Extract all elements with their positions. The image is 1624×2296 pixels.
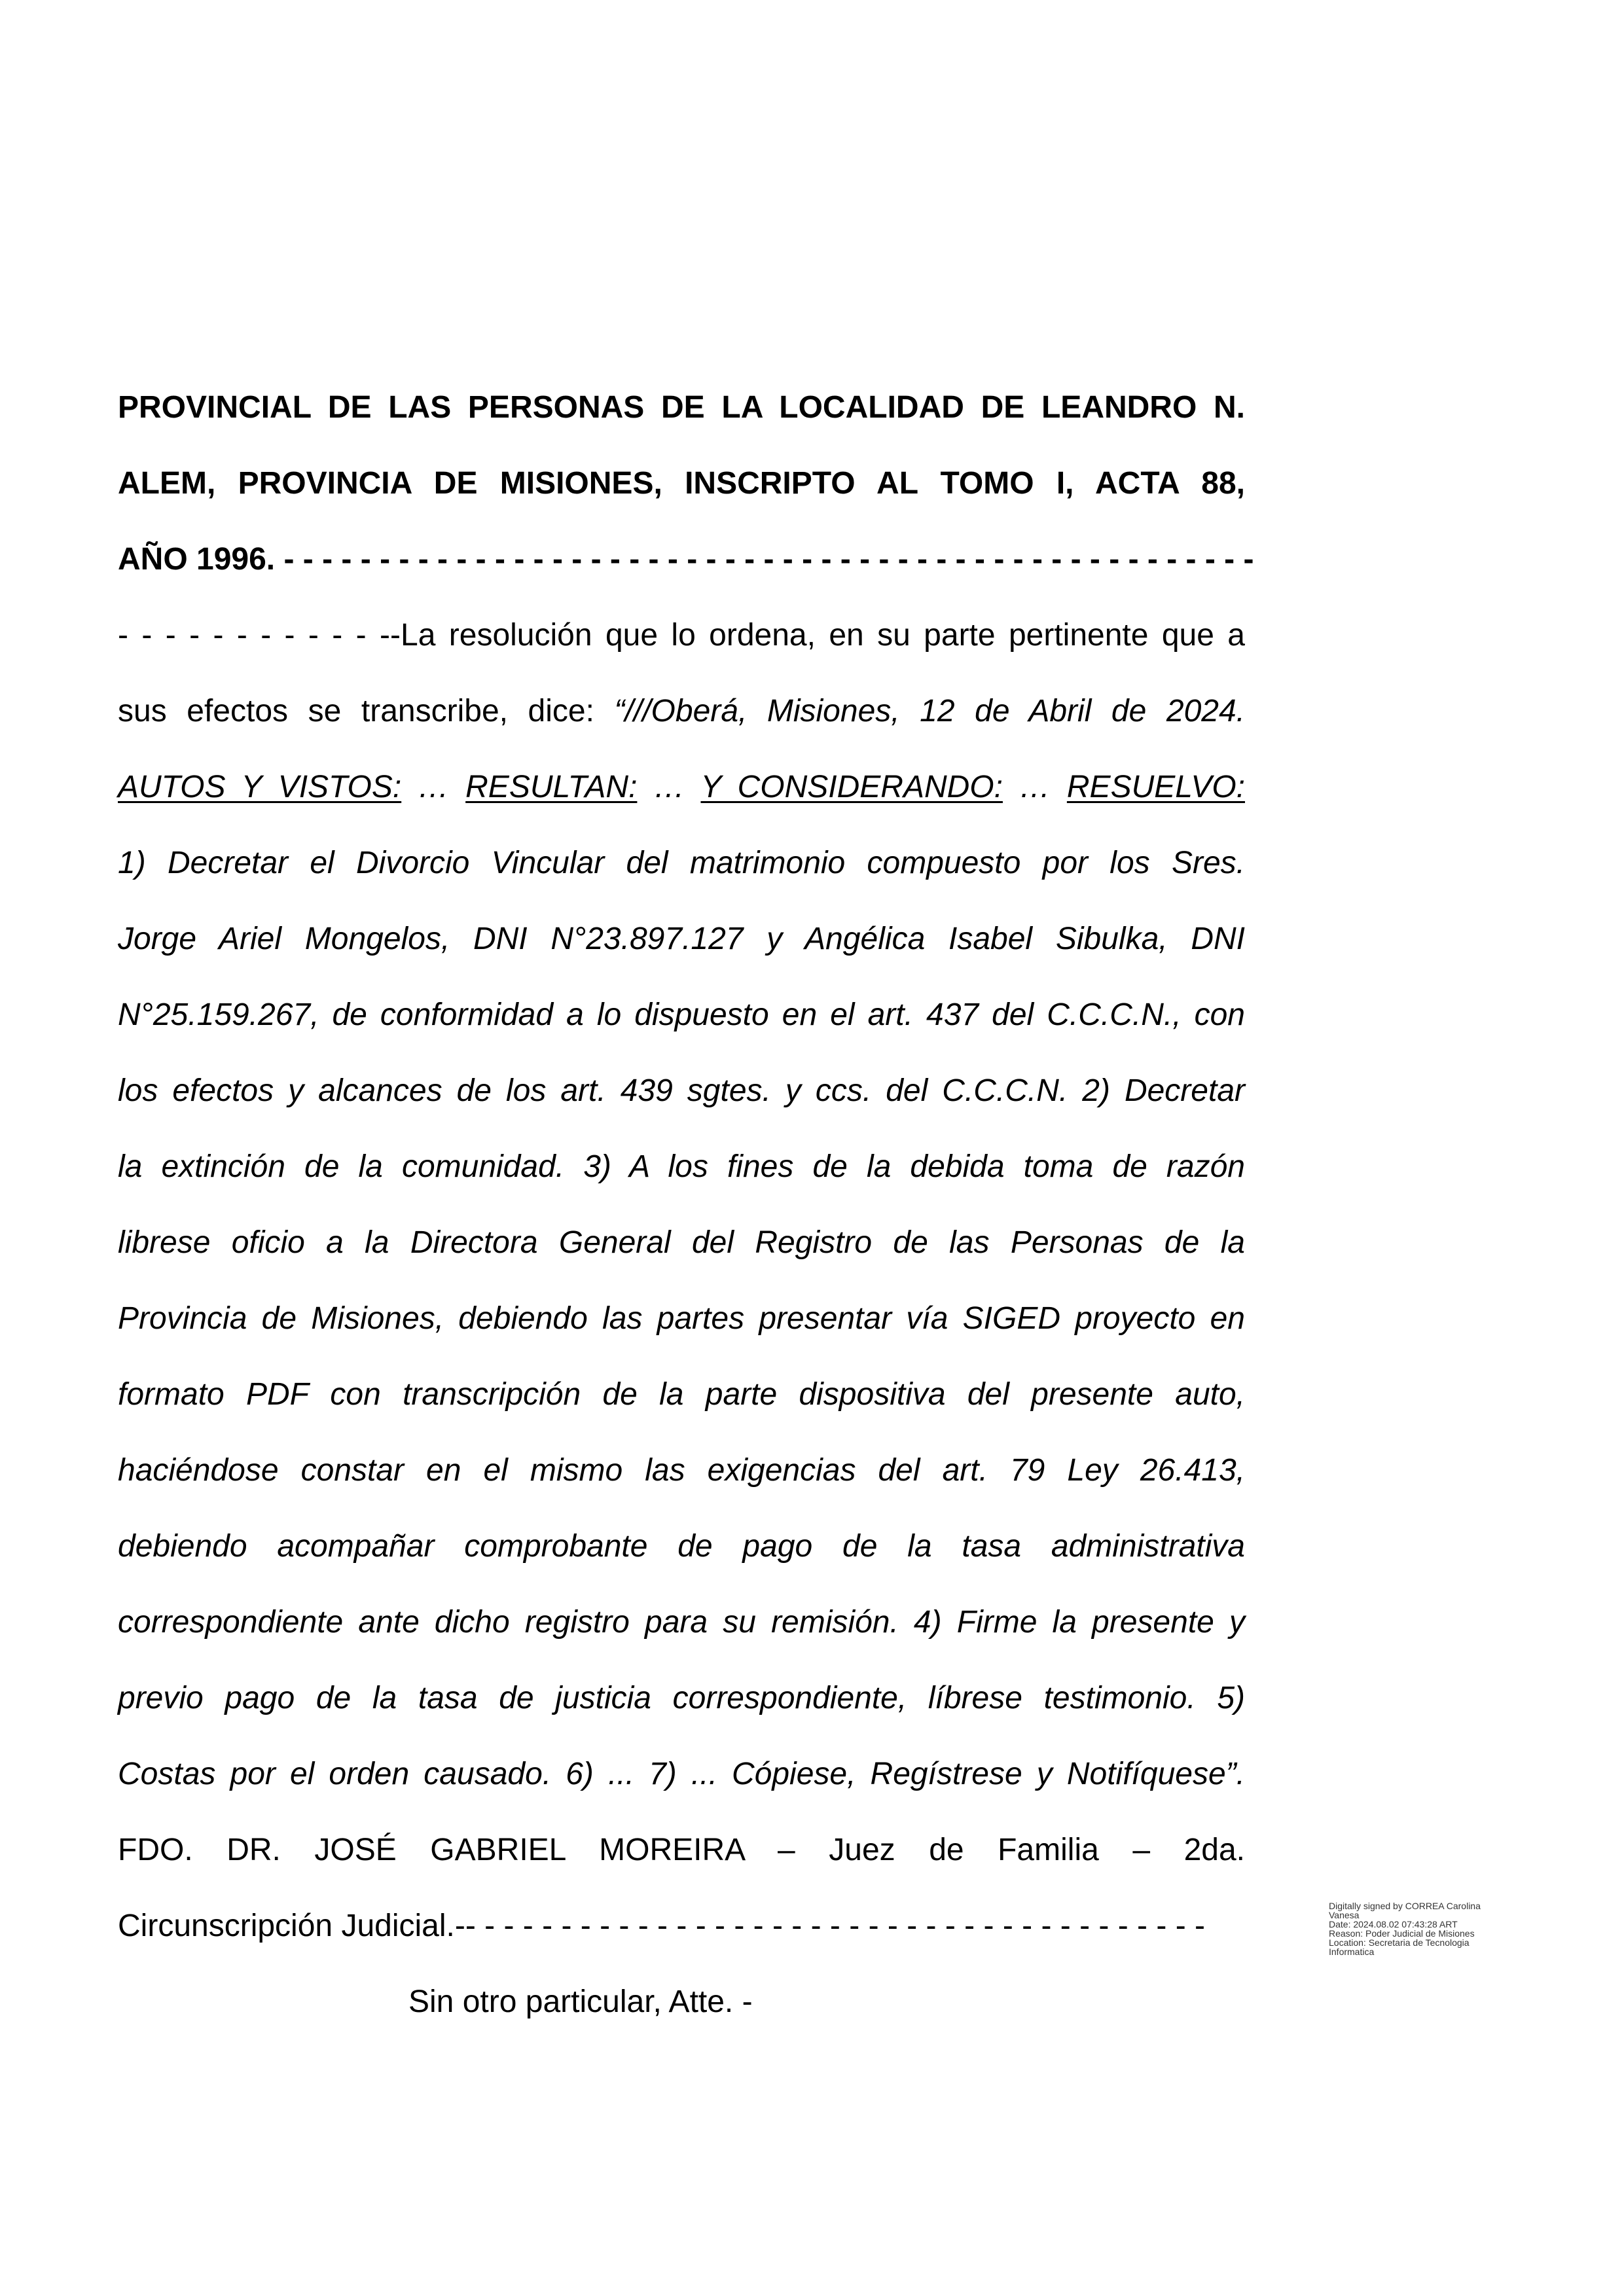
signatory-line: FDO. DR. JOSÉ GABRIEL MOREIRA – Juez de Familia – 2da. <box>118 1833 1245 1867</box>
transcription-intro: sus efectos se transcribe, dice: <box>118 694 594 728</box>
heading-autos-y-vistos: AUTOS Y VISTOS: <box>118 770 402 804</box>
body-line-3 <box>118 540 1254 579</box>
body-line-7: 1) Decretar el Divorcio Vincular del matrimonio compuesto por los Sres. <box>118 846 1245 880</box>
signature-line: Vanesa <box>1329 1910 1360 1920</box>
body-line-2: ALEM, PROVINCIA DE MISIONES, INSCRIPTO AL TOMO I, ACTA 88, <box>118 466 1245 501</box>
body-line-13: Provincia de Misiones, debiendo las partes presentar vía SIGED proyecto en <box>118 1301 1245 1336</box>
jurisdiction-text: Circunscripción Judicial.- <box>118 1909 465 1943</box>
ellipsis: … <box>418 770 450 804</box>
body-line-12: librese oficio a la Directora General del Registro de las Personas de la <box>118 1225 1245 1260</box>
body-line-8: Jorge Ariel Mongelos, DNI N°23.897.127 y Angélica Isabel Sibulka, DNI <box>118 922 1245 956</box>
ellipsis: … <box>1019 770 1051 804</box>
closing-line: Sin otro particular, Atte. - <box>408 1984 753 2019</box>
filler-dashes: - - - - - - - - - - - - <box>118 618 391 653</box>
body-line-9: N°25.159.267, de conformidad a lo dispuesto en el art. 437 del C.C.C.N., con <box>118 997 1245 1032</box>
resolution-intro: -La resolución que lo ordena, en su parte pertinente que a <box>390 618 1246 653</box>
heading-resuelvo: RESUELVO: <box>1066 770 1245 804</box>
heading-resultan: RESULTAN: <box>465 770 638 804</box>
signature-line: Location: Secretaria de Tecnologia <box>1329 1937 1470 1948</box>
year-label: AÑO 1996. <box>118 542 276 577</box>
body-line-4 <box>118 616 1245 655</box>
ellipsis: … <box>653 770 685 804</box>
body-line-10: los efectos y alcances de los art. 439 sgtes. y ccs. del C.C.C.N. 2) Decretar <box>118 1073 1245 1108</box>
body-line-17: correspondiente ante dicho registro para su remisión. 4) Firme la presente y <box>118 1605 1245 1640</box>
body-line-14: formato PDF con transcripción de la parte dispositiva del presente auto, <box>118 1377 1245 1412</box>
quote-date: “///Oberá, Misiones, 12 de Abril de 2024. <box>614 694 1246 728</box>
filler-dashes: - - - - - - - - - - - - - - - - - - - - - - - - - - - - - - - - - - - - - - - - - - - - - - - - - - - <box>283 542 1254 577</box>
signature-line: Reason: Poder Judicial de Misiones <box>1329 1928 1475 1939</box>
signature-line: Date: 2024.08.02 07:43:28 ART <box>1329 1919 1458 1929</box>
signature-line: Informatica <box>1329 1946 1375 1957</box>
filler-dashes: - - - - - - - - - - - - - - - - - - - - - - - - - - - - - - - - - - - - - - - <box>465 1909 1205 1943</box>
body-line-21 <box>118 1907 1245 1946</box>
body-line-1: PROVINCIAL DE LAS PERSONAS DE LA LOCALIDAD DE LEANDRO N. <box>118 390 1245 425</box>
signature-line: Digitally signed by CORREA Carolina <box>1329 1901 1481 1911</box>
body-line-11: la extinción de la comunidad. 3) A los fines de la debida toma de razón <box>118 1149 1245 1184</box>
digital-signature-block <box>1329 1901 1525 1956</box>
heading-considerando: Y CONSIDERANDO: <box>700 770 1003 804</box>
body-line-18: previo pago de la tasa de justicia correspondiente, líbrese testimonio. 5) <box>118 1681 1245 1715</box>
body-line-19: Costas por el orden causado. 6) ... 7) ... Cópiese, Regístrese y Notifíquese”. <box>118 1757 1245 1791</box>
body-line-16: debiendo acompañar comprobante de pago de la tasa administrativa <box>118 1529 1245 1564</box>
body-line-5 <box>118 692 1245 731</box>
body-line-6 <box>118 768 1245 807</box>
body-line-15: haciéndose constar en el mismo las exigencias del art. 79 Ley 26.413, <box>118 1453 1245 1488</box>
